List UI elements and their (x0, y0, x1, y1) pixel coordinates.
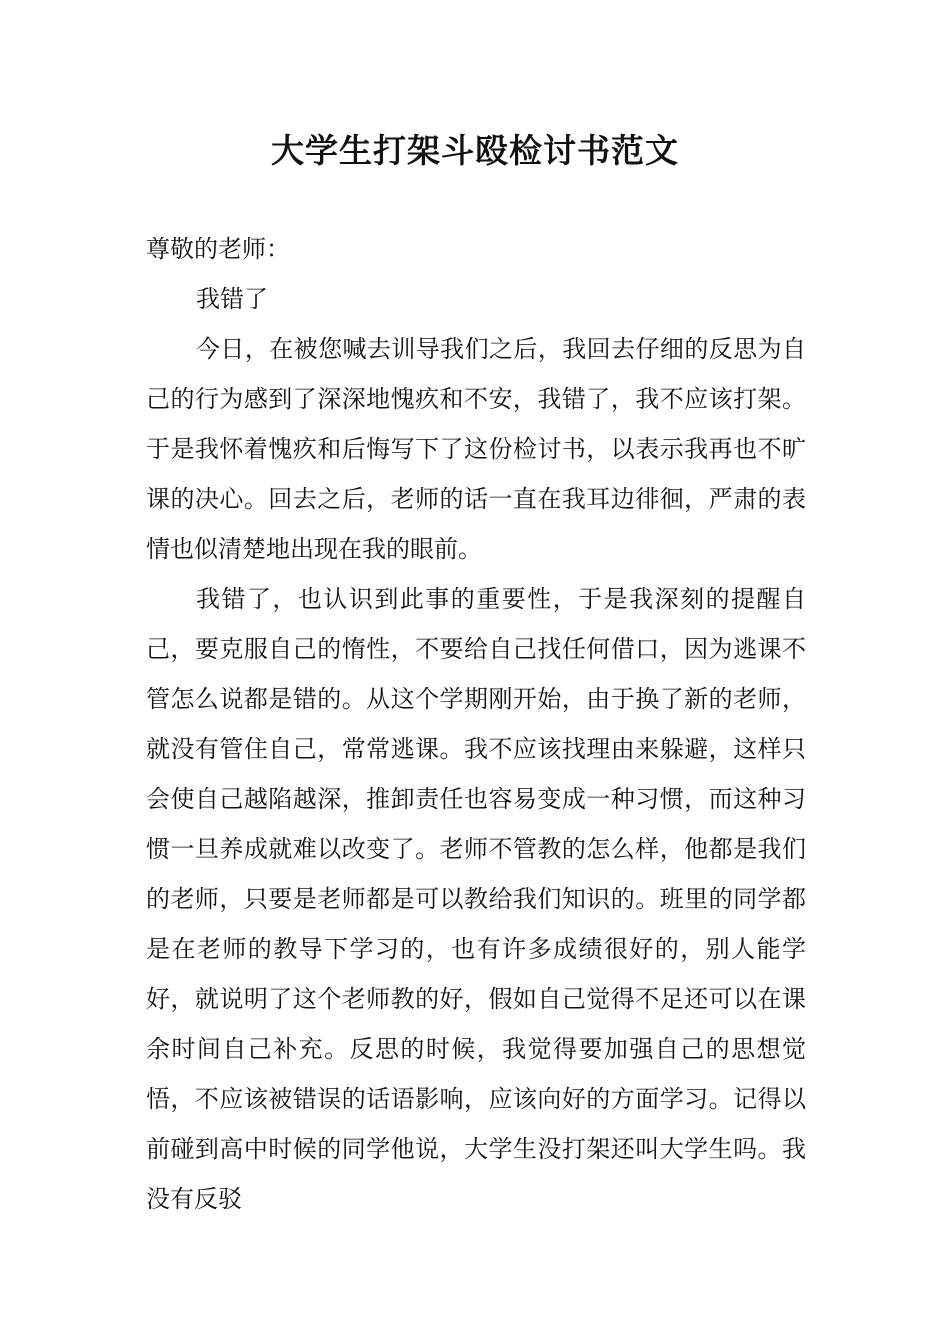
paragraph: 我错了，也认识到此事的重要性，于是我深刻的提醒自己，要克服自己的惰性，不要给自己找任何借口，因为逃课不管怎么说都是错的。从这个学期刚开始，由于换了新的老师，就没有管住自己，常常逃课。我不应该找理由来躲避，这样只会使自己越陷越深，推卸责任也容易变成一种习惯，而这种习惯一旦养成就难以改变了。老师不管教的怎么样，他都是我们的老师，只要是老师都是可以教给我们知识的。班里的同学都是在老师的教导下学习的，也有许多成绩很好的，别人能学好，就说明了这个老师教的好，假如自己觉得不足还可以在课余时间自己补充。反思的时候，我觉得要加强自己的思想觉悟，不应该被错误的话语影响，应该向好的方面学习。记得以前碰到高中时候的同学他说，大学生没打架还叫大学生吗。我没有反驳 (146, 585, 806, 1213)
document-title: 大学生打架斗殴检讨书范文 (271, 131, 679, 170)
salutation: 尊敬的老师： (146, 235, 290, 263)
document-body (146, 224, 806, 1224)
paragraph: 我错了 (196, 285, 268, 313)
paragraph: 今日，在被您喊去训导我们之后，我回去仔细的反思为自己的行为感到了深深地愧疚和不安，我错了，我不应该打架。于是我怀着愧疚和后悔写下了这份检讨书，以表示我再也不旷课的决心。回去之后，老师的话一直在我耳边徘徊，严肃的表情也似清楚地出现在我的眼前。 (146, 335, 806, 563)
